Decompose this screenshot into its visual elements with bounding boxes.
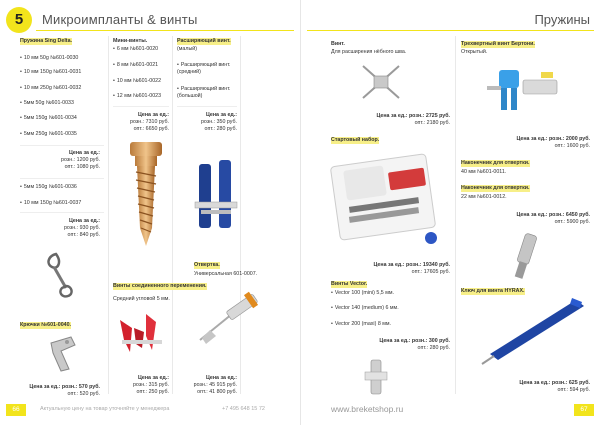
- price-block: [516, 136, 590, 150]
- hyrax-key-image: [476, 296, 586, 366]
- product-subtitle: Для расширения нёбного шва.: [331, 49, 407, 55]
- page-number: 66: [6, 404, 26, 416]
- price-retail: розн.: 1200 руб.: [61, 157, 100, 163]
- price-wholesale: опт.: 280 руб.: [417, 345, 450, 351]
- product-title: Ключ для винта HYRAX.: [461, 288, 525, 294]
- price-label: Цена за ед.: розн.: 2725 руб.: [376, 113, 450, 119]
- section-title: Микроимпланты & винты: [42, 12, 198, 27]
- product-subtitle: (малый): [177, 46, 197, 52]
- product-subtitle: Открытый.: [461, 49, 488, 55]
- spring-image: [38, 250, 83, 300]
- list-item: • 10 мм 150g №601-0031: [20, 69, 81, 76]
- price-block: [516, 212, 590, 226]
- list-item: • Vector 140 (medium) 6 мм.: [331, 305, 399, 312]
- footer-note: Актуальную цену на товар уточняйте у менеджера: [40, 406, 170, 412]
- divider: [20, 212, 104, 213]
- price-block: [64, 218, 100, 239]
- bertoni-screw-image: [481, 60, 561, 118]
- footer-url[interactable]: www.breketshop.ru: [331, 404, 404, 414]
- price-label: Цена за ед.:: [68, 218, 100, 224]
- footer-phone: +7 495 648 15 72: [222, 406, 265, 412]
- list-item: • 10 мм 150g №601-0037: [20, 200, 81, 207]
- price-block: [130, 112, 169, 133]
- product-title: Стартовый набор.: [331, 137, 380, 143]
- list-item: • 10 мм 50g №601-0030: [20, 55, 78, 62]
- price-wholesale: опт.: 2180 руб.: [414, 120, 450, 126]
- product-title: Винты Vector.: [331, 281, 368, 287]
- product-subtitle: 22 мм №601-0012.: [461, 194, 507, 200]
- price-retail: розн.: 350 руб.: [200, 119, 237, 125]
- list-item: • 6 мм №601-0020: [113, 46, 158, 53]
- price-wholesale: опт.: 594 руб.: [557, 387, 590, 393]
- product-subtitle: 40 мм №601-0011.: [461, 169, 507, 175]
- product-title: Винты соединенного переменения.: [113, 283, 207, 289]
- screwdriver-image: [196, 290, 266, 350]
- price-label: Цена за ед.:: [205, 375, 237, 381]
- list-item: • 5мм 50g №601-0033: [20, 100, 74, 107]
- price-wholesale: опт.: 280 руб.: [204, 126, 237, 132]
- price-wholesale: опт.: 250 руб.: [136, 389, 169, 395]
- hook-image: [45, 333, 85, 375]
- product-title: Наконечник для отвертки.: [461, 160, 530, 166]
- list-item: • Vector 100 (mini) 5,5 мм.: [331, 290, 394, 297]
- expansion-screw-image: [195, 158, 237, 238]
- divider: [20, 145, 104, 146]
- price-wholesale: опт.: 1600 руб.: [554, 143, 590, 149]
- price-block: [374, 262, 451, 276]
- price-wholesale: опт.: 840 руб.: [67, 232, 100, 238]
- product-title: Наконечник для отвертки.: [461, 185, 530, 191]
- price-label: Цена за ед.: розн.: 6450 руб.: [516, 212, 590, 218]
- price-block: [194, 375, 237, 396]
- price-block: [379, 338, 450, 352]
- list-item: • Vector 200 (maxi) 8 мм.: [331, 321, 391, 328]
- price-label: Цена за ед.:: [205, 112, 237, 118]
- price-retail: розн.: 315 руб.: [132, 382, 169, 388]
- divider: [113, 106, 169, 107]
- price-retail: розн.: 7310 руб.: [130, 119, 169, 125]
- page-number: 67: [574, 404, 594, 416]
- section-title: Пружины: [534, 12, 590, 27]
- column-divider: [455, 36, 456, 394]
- product-title: Пружина Sing Delta.: [20, 38, 72, 44]
- price-block: [133, 375, 169, 396]
- price-label: Цена за ед.:: [137, 375, 169, 381]
- price-wholesale: опт.: 520 руб.: [67, 391, 100, 397]
- product-subtitle: Средний угловой 5 мм.: [113, 296, 170, 302]
- list-item: • 5мм 250g №601-0035: [20, 131, 77, 138]
- price-wholesale: опт.: 6650 руб.: [133, 126, 169, 132]
- price-label: Цена за ед.: розн.: 2000 руб.: [516, 136, 590, 142]
- price-block: [201, 112, 237, 133]
- price-block: [376, 113, 450, 127]
- connector-screws-image: [116, 310, 170, 358]
- price-label: Цена за ед.:: [137, 112, 169, 118]
- column-divider: [108, 36, 109, 394]
- divider: [20, 178, 104, 179]
- list-item: • 5мм 150g №601-0034: [20, 115, 77, 122]
- price-label: Цена за ед.: розн.: 625 руб.: [519, 380, 590, 386]
- product-title: Крючки №601-0040.: [20, 322, 72, 328]
- price-wholesale: опт.: 17605 руб.: [411, 269, 450, 275]
- list-item: • 10 мм №601-0022: [113, 78, 161, 85]
- section-number-badge: 5: [6, 7, 32, 33]
- header-divider: [307, 30, 594, 31]
- product-title: Винт.: [331, 41, 345, 47]
- price-block: [29, 384, 100, 398]
- price-block: [519, 380, 590, 394]
- price-label: Цена за ед.: розн.: 19340 руб.: [373, 262, 450, 268]
- price-block: [61, 150, 100, 171]
- price-wholesale: опт.: 1080 руб.: [64, 164, 100, 170]
- price-wholesale: опт.: 41 800 руб.: [197, 389, 237, 395]
- price-label: Цена за ед.:: [68, 150, 100, 156]
- price-retail: розн.: 45 915 руб.: [193, 382, 237, 388]
- list-item: • Расширяющий винт. (большой): [177, 86, 237, 100]
- vector-screw-image: [363, 358, 389, 396]
- starter-kit-image: [331, 150, 441, 250]
- product-title: Расширяющий винт.: [177, 38, 231, 44]
- list-item: • 12 мм №601-0023: [113, 93, 161, 100]
- list-item: • Расширяющий винт. (средний): [177, 62, 237, 76]
- product-title: Трехвертный винт Бертони.: [461, 41, 535, 47]
- screwdriver-tip-image: [507, 232, 547, 282]
- divider: [177, 106, 237, 107]
- mini-screw-image: [128, 140, 164, 248]
- price-label: Цена за ед.: розн.: 570 руб.: [29, 384, 100, 390]
- price-retail: розн.: 930 руб.: [63, 225, 100, 231]
- price-wholesale: опт.: 5900 руб.: [554, 219, 590, 225]
- product-title: Отвертка.: [194, 262, 220, 268]
- product-title: Мини-винты.: [113, 38, 148, 44]
- product-subtitle: Универсальная 601-0007.: [194, 271, 258, 277]
- list-item: • 10 мм 250g №601-0032: [20, 85, 81, 92]
- list-item: • 5мм 150g №601-0036: [20, 184, 77, 191]
- header-divider: [36, 30, 294, 31]
- right-page: [300, 0, 600, 425]
- palatal-screw-image: [359, 60, 403, 104]
- price-label: Цена за ед.: розн.: 300 руб.: [379, 338, 450, 344]
- column-divider: [172, 36, 173, 394]
- list-item: • 8 мм №601-0021: [113, 62, 158, 69]
